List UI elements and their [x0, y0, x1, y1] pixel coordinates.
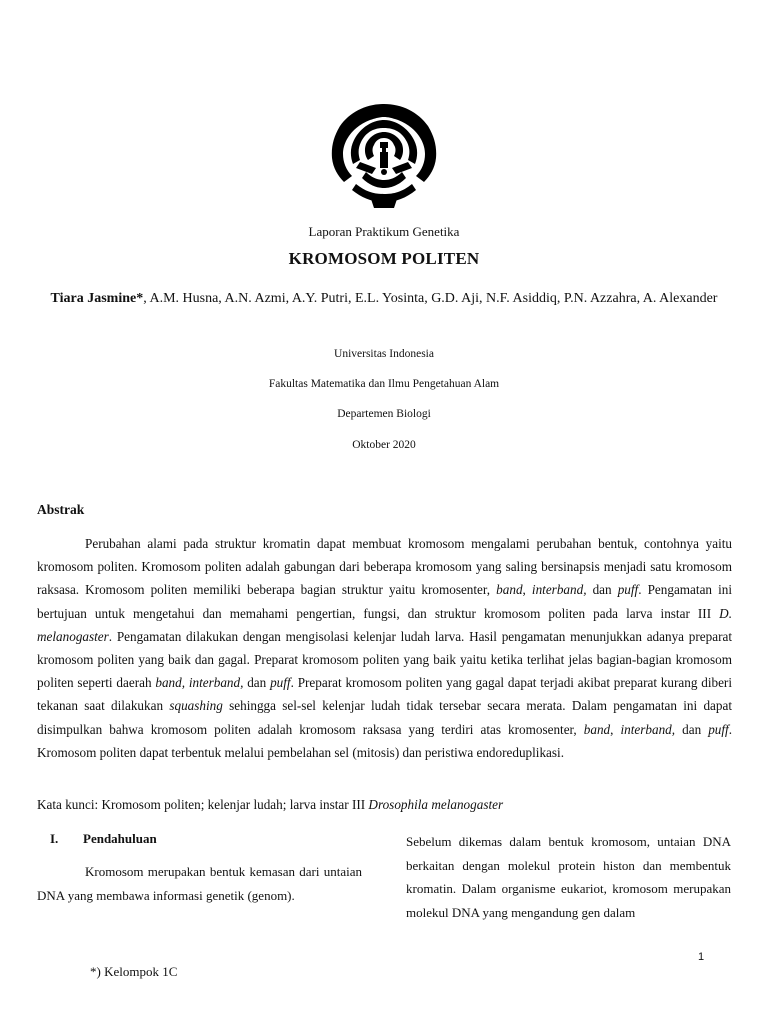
paper-title: KROMOSOM POLITEN — [288, 249, 480, 268]
abstract-heading: Abstrak — [37, 502, 85, 517]
section-heading-introduction — [50, 831, 157, 847]
department: Departemen Biologi — [337, 408, 431, 420]
section-title: Pendahuluan — [83, 831, 157, 846]
footnote: *) Kelompok 1C — [90, 964, 178, 979]
universitas-indonesia-makara-logo-icon — [326, 102, 442, 210]
coauthors: , A.M. Husna, A.N. Azmi, A.Y. Putri, E.L. Yosinta, G.D. Aji, N.F. Asiddiq, P.N. Azzahra, A. Alexander — [143, 291, 718, 306]
intro-right-column: Sebelum dikemas dalam bentuk kromosom, untaian DNA berkaitan dengan molekul protein histon dan membentuk kromatin. Dalam organisme eukariot, kromosom merupakan molekul DNA yang mengandung gen dalam — [406, 834, 731, 920]
report-date: Oktober 2020 — [352, 439, 416, 451]
lead-author: Tiara Jasmine* — [50, 291, 144, 306]
author-list — [30, 287, 738, 310]
abstract-body: Perubahan alami pada struktur kromatin dapat membuat kromosom mengalami perubahan bentuk, contohnya yaitu kromosom politen. Kromosom politen adalah gabungan dari beberapa kromosom yang saling bersinapsis menjadi satu kromosom raksasa. Kromosom politen memiliki beberapa bagian struktur yaitu kromosenter, band, interband, dan puff. Pengamatan ini bertujuan untuk mengetahui dan memahami pengertian, fungsi, dan struktur kromosom politen pada larva instar III D. melanogaster. Pengamatan dilakukan dengan mengisolasi kelenjar ludah larva. Hasil pengamatan menunjukkan adanya preparat kromosom politen yang baik dan gagal. Preparat kromosom politen yang baik yaitu ketika terlihat jelas bagian-bagian kromosom politen seperti daerah band, interband, dan puff. Preparat kromosom politen yang gagal dapat terjadi akibat preparat kurang diberi tekanan saat dilakukan squashing sehingga sel-sel kelenjar ludah tidak tersebar secara merata. Dalam pengamatan ini dapat disimpulkan bahwa kromosom politen adalah kromosom raksasa yang terdiri atas kromosenter, band, interband, dan puff. Kromosom politen dapat terbentuk melalui pembelahan sel (mitosis) dan peristiwa endoreduplikasi. — [37, 536, 733, 760]
page-number: 1 — [698, 951, 705, 963]
section-number: I. — [50, 831, 59, 846]
intro-left-column: Kromosom merupakan bentuk kemasan dari untaian DNA yang membawa informasi genetik (genom). — [37, 864, 362, 903]
faculty: Fakultas Matematika dan Ilmu Pengetahuan Alam — [268, 378, 500, 390]
keywords: Kata kunci: Kromosom politen; kelenjar ludah; larva instar III Drosophila melanogaster — [37, 797, 504, 812]
university: Universitas Indonesia — [334, 348, 434, 360]
report-type: Laporan Praktikum Genetika — [308, 224, 460, 239]
